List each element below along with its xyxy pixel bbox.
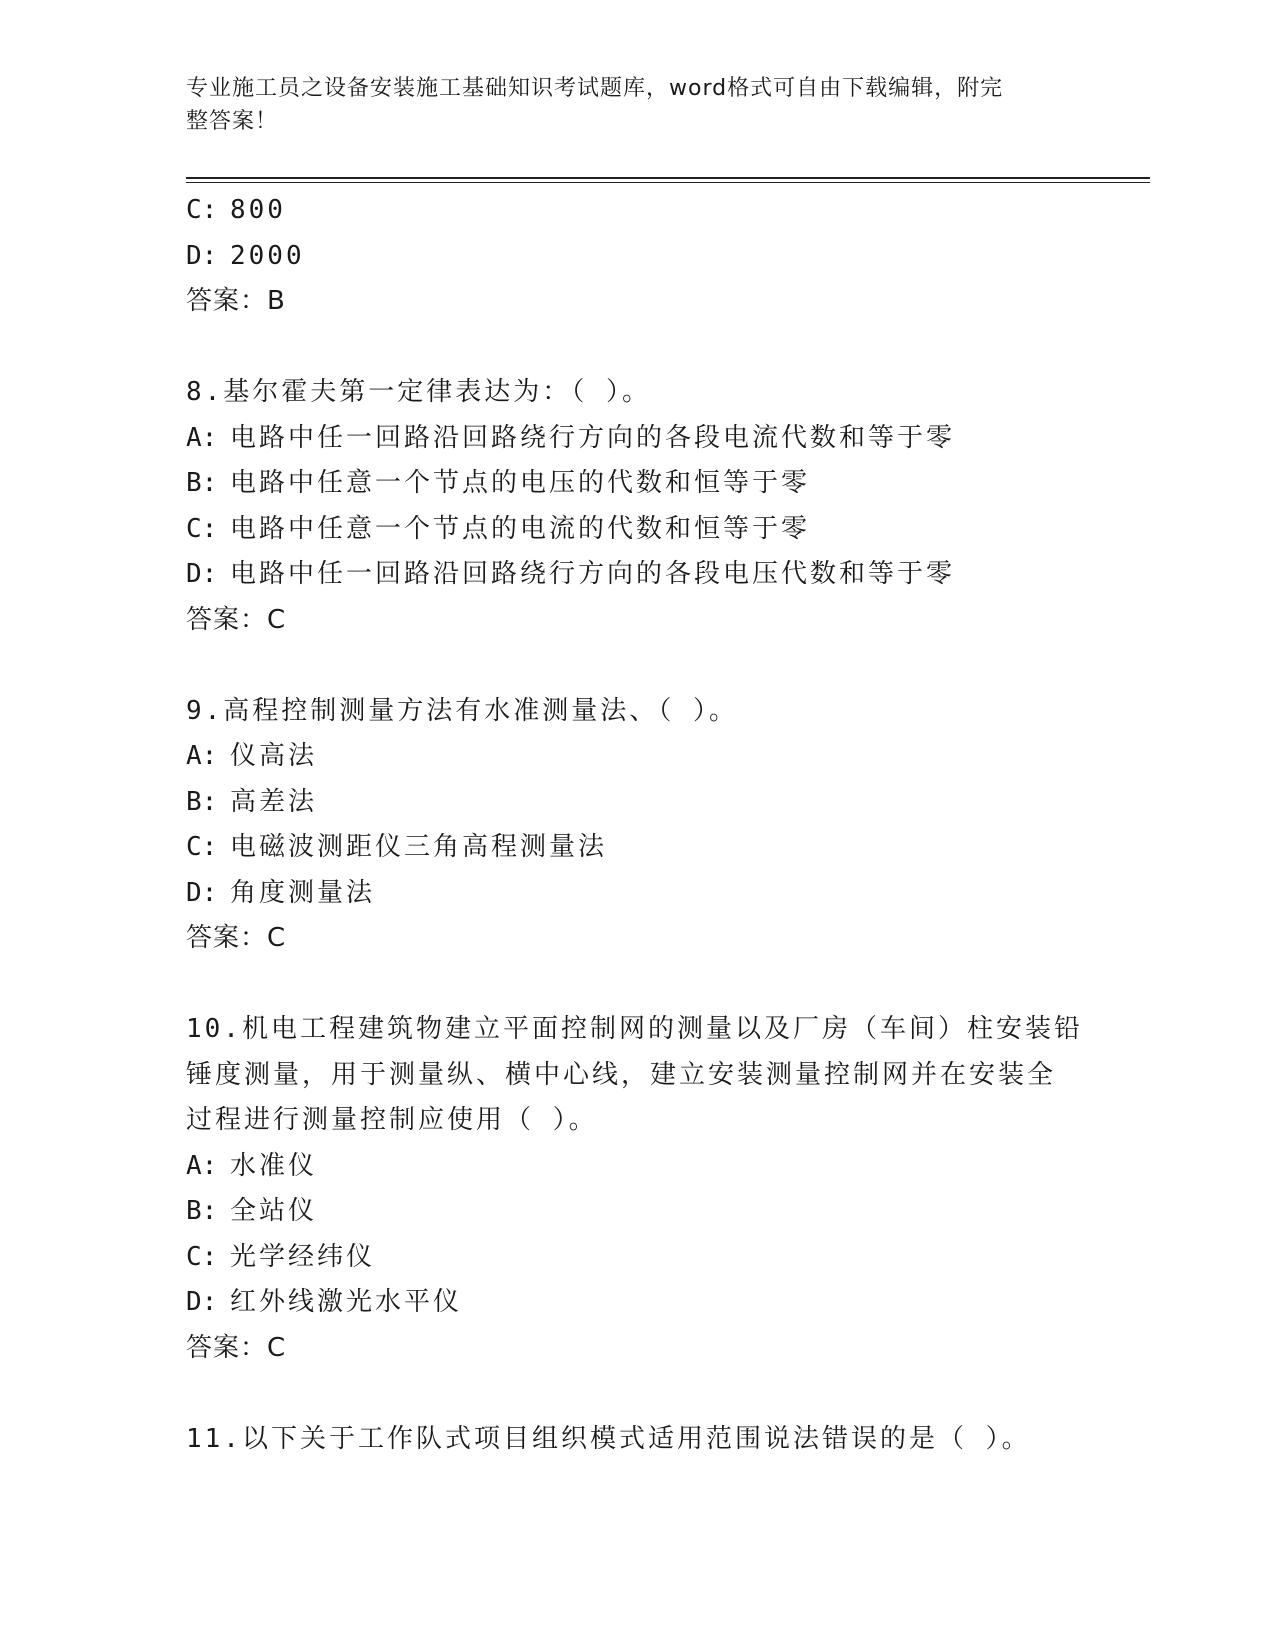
option-letter: B: xyxy=(186,468,218,498)
option-text: 电路中任一回路沿回路绕行方向的各段电压代数和等于零 xyxy=(230,559,956,589)
option-text: 电路中任一回路沿回路绕行方向的各段电流代数和等于零 xyxy=(230,422,956,453)
question-stem: 11.以下关于工作队式项目组织模式适用范围说法错误的是（ ）。 xyxy=(186,1423,1031,1454)
document-header xyxy=(186,72,1086,138)
option-letter: C: xyxy=(186,513,218,544)
option-d xyxy=(186,871,1086,917)
option-d xyxy=(186,552,1086,598)
option-letter: B: xyxy=(186,1196,218,1226)
spacer xyxy=(186,643,1086,689)
option-text: 全站仪 xyxy=(230,1196,318,1226)
option-letter: D: xyxy=(186,559,218,589)
option-letter: C: xyxy=(186,195,218,225)
option-text: 2000 xyxy=(230,240,305,271)
option-text: 红外线激光水平仪 xyxy=(230,1287,463,1317)
question-7-tail xyxy=(186,188,1086,325)
option-letter: D: xyxy=(186,240,218,271)
option-a xyxy=(186,416,1086,462)
header-rule-thick xyxy=(186,177,1150,179)
option-c xyxy=(186,188,1086,234)
option-b xyxy=(186,461,1086,507)
option-letter: A: xyxy=(186,1150,218,1181)
question-stem: 9.高程控制测量方法有水准测量法、（ ）。 xyxy=(186,695,738,726)
question-stem-line-1: 10.机电工程建筑物建立平面控制网的测量以及厂房（车间）柱安装铅 xyxy=(186,1014,1083,1044)
question-10 xyxy=(186,1007,1086,1371)
question-list xyxy=(186,188,1086,1462)
question-stem: 8.基尔霍夫第一定律表达为：（ ）。 xyxy=(186,377,651,407)
spacer xyxy=(186,325,1086,371)
option-letter: C: xyxy=(186,1241,218,1272)
question-11 xyxy=(186,1417,1086,1463)
option-d xyxy=(186,234,1086,280)
option-b xyxy=(186,780,1086,826)
spacer xyxy=(186,962,1086,1008)
header-rule-thin xyxy=(186,182,1150,183)
header-line-2: 整答案！ xyxy=(186,109,279,134)
option-letter: A: xyxy=(186,741,218,771)
header-line-1: 专业施工员之设备安装施工基础知识考试题库，word格式可自由下载编辑，附完 xyxy=(186,76,1004,101)
option-b xyxy=(186,1189,1086,1235)
option-text: 高差法 xyxy=(230,786,318,817)
question-9 xyxy=(186,689,1086,962)
option-a xyxy=(186,734,1086,780)
option-text: 角度测量法 xyxy=(230,877,376,908)
option-text: 仪高法 xyxy=(230,741,318,771)
option-letter: A: xyxy=(186,422,218,453)
option-letter: D: xyxy=(186,1287,218,1317)
option-c xyxy=(186,825,1086,871)
question-stem-line-2: 锤度测量，用于测量纵、横中心线，建立安装测量控制网并在安装全 xyxy=(186,1059,1057,1090)
option-text: 800 xyxy=(230,195,286,225)
option-letter: D: xyxy=(186,877,218,908)
spacer xyxy=(186,1371,1086,1417)
answer: 答案：C xyxy=(186,1332,287,1363)
option-c xyxy=(186,507,1086,553)
option-text: 水准仪 xyxy=(230,1150,318,1181)
answer: 答案：C xyxy=(186,923,287,953)
option-text: 电磁波测距仪三角高程测量法 xyxy=(230,832,608,862)
option-d xyxy=(186,1280,1086,1326)
option-letter: C: xyxy=(186,832,218,862)
answer: 答案：B xyxy=(186,286,286,316)
option-letter: B: xyxy=(186,786,218,817)
option-text: 电路中任意一个节点的电压的代数和恒等于零 xyxy=(230,468,811,498)
answer: 答案：C xyxy=(186,604,287,635)
option-text: 电路中任意一个节点的电流的代数和恒等于零 xyxy=(230,513,811,544)
question-8 xyxy=(186,370,1086,643)
question-stem-line-3: 过程进行测量控制应使用（ ）。 xyxy=(186,1105,598,1135)
option-text: 光学经纬仪 xyxy=(230,1241,376,1272)
option-c xyxy=(186,1235,1086,1281)
option-a xyxy=(186,1144,1086,1190)
